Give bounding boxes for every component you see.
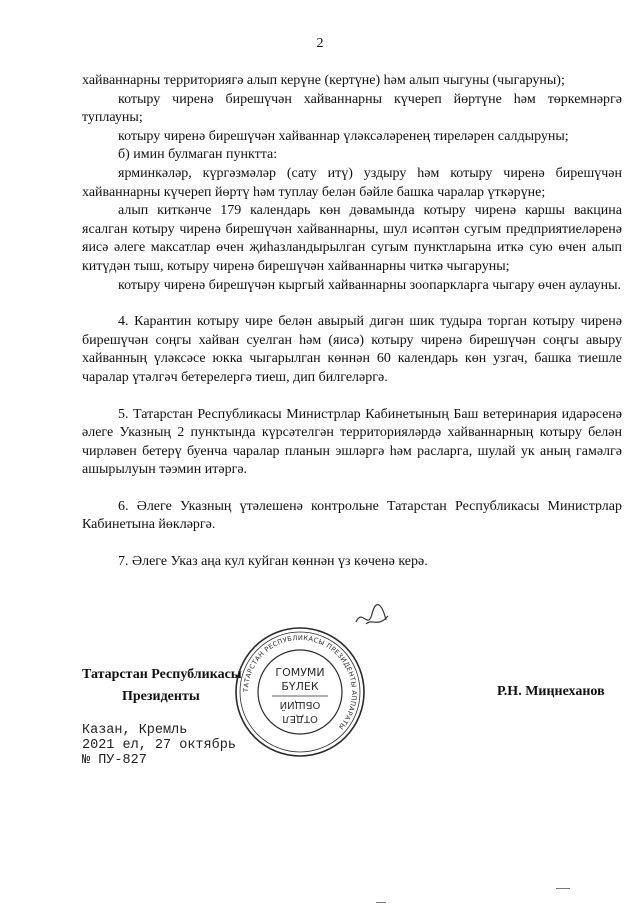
signatory-title-line2: Президенты (122, 689, 200, 704)
date: 2021 ел, 27 октябрь (82, 738, 236, 753)
svg-text:ТАТАРСТАН РЕСПУБЛИКАСЫ ПРЕЗИДЕ: ТАТАРСТАН РЕСПУБЛИКАСЫ ПРЕЗИДЕНТЫ АППАРАТЫ (241, 633, 359, 732)
paragraph: котыру чиренә бирешүчән кыргый хайваннарны зоопаркларга чыгару өчен аулауны. (118, 277, 622, 293)
scan-artifact (376, 902, 386, 903)
svg-text:ГОМУМИ: ГОМУМИ (275, 666, 325, 679)
svg-text:ОБЩИЙ: ОБЩИЙ (279, 699, 321, 710)
signatory-title-line1: Татарстан Республикасы (82, 667, 242, 682)
paragraph: 7. Әлеге Указ аңа кул куйган көннән үз көченә керә. (118, 554, 428, 570)
signatory-name: Р.Н. Миңнеханов (497, 684, 605, 699)
paragraph: 4. Карантин котыру чире белән авырый дигән шик тудыра торган котыру чиренә бирешүчән соңгы хайван суелган һәм (яисә) котыру чиренә бирешүчән соңгы авыру хайванның үләксәсе юкка чыгарылган көннән 60 календарь көн узгач, башка тиешле чаралар үтәлгәч бетерелергә тиеш, дип билгеләргә. (82, 314, 622, 385)
signatory-title (82, 664, 242, 708)
place: Казан, Кремль (82, 723, 188, 738)
paragraph: котыру чиренә бирешүчән хайваннарны күчереп йөртүне һәм төркемнәргә туплауны; (82, 91, 622, 126)
official-seal (232, 624, 368, 760)
scan-artifact (556, 888, 570, 889)
paragraph: 5. Татарстан Республикасы Министрлар Кабинетының Баш ветеринария идарәсенә әлеге Указның 2 пунктында күрсәтелгән территорияләрдә хайваннарның котыру белән чирләвен бетерү буенча чаралар планын эшләргә һәм расларга, шулай ук аның гамәлгә ашырылуын тәэмин итәргә. (82, 406, 622, 478)
paragraph: б) имин булмаган пунктта: (118, 147, 278, 163)
paragraph: 6. Әлеге Указның үтәлешенә контрольне Татарстан Республикасы Министрлар Кабинетына йөкләргә. (82, 498, 622, 533)
place-date-block (82, 723, 236, 768)
document-body (82, 72, 622, 572)
paragraph: ярминкәләр, күргәзмәләр (сату итү) уздыру һәм котыру чиренә бирешүчән хайваннарны күчереп йөртү һәм туплау белән бәйле башка чаралар үткәрүне; (82, 165, 622, 200)
page-number: 2 (316, 36, 324, 51)
paragraph: хайваннарны территориягә алып керүне (кертүне) һәм алып чыгуны (чыгаруны); (82, 73, 565, 88)
paragraph: алып киткәнче 179 календарь көн дәвамында котыру чиренә каршы вакцина ясалган котыру чиренә бирешүчән хайваннарны, шул исәптән сугым предприятиеләренә яисә әлеге максатлар өчен җиһазландырылган сугым пунктларына иткә сую өчен алып китүдән тыш, котыру чиренә бирешүчән хайваннарны читкә чыгаруны; (82, 203, 622, 274)
document-number: № ПУ-827 (82, 753, 147, 768)
svg-text:ОТДЕЛ: ОТДЕЛ (282, 713, 318, 724)
paragraph: котыру чиренә бирешүчән хайваннар үләксәләренең тиреләрен салдыруны; (118, 128, 569, 144)
svg-text:БҮЛЕК: БҮЛЕК (281, 680, 319, 693)
